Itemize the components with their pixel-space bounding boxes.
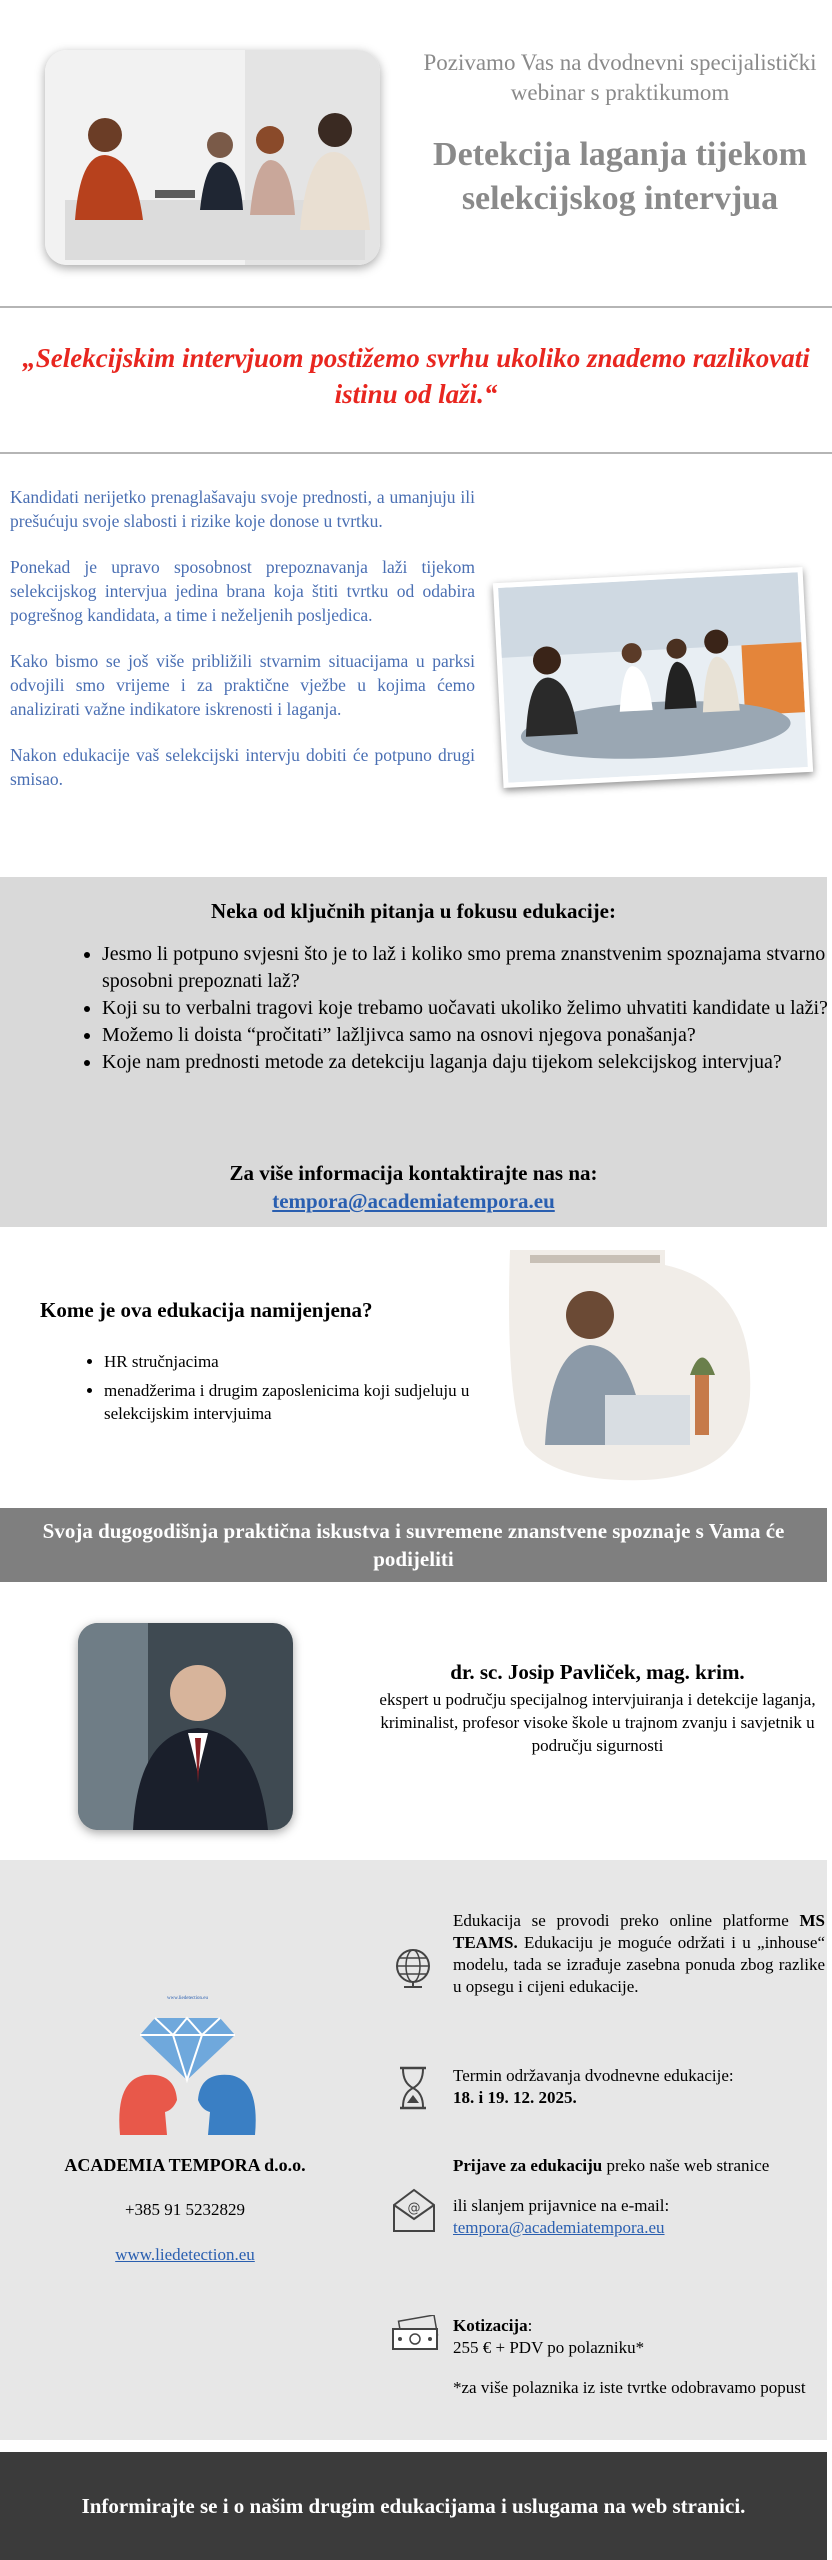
date-label: Termin održavanja dvodnevne edukacije:: [453, 2066, 734, 2085]
intro-photo: [493, 567, 813, 788]
platform-text-c: Edukaciju je moguće održati i u „inhouse“ modelu, tada se izrađuje zasebna ponuda zbog razlike u opsegu i cijeni edukacije.: [453, 1933, 826, 1996]
speaker-portrait-image: [78, 1623, 293, 1830]
man-at-laptop-image: [495, 1245, 765, 1485]
fee-label: Kotizacija: [453, 2316, 528, 2335]
question-list: [70, 941, 832, 1076]
intro-paragraph: Kandidati nerijetko prenaglašavaju svoje prednosti, a umanjuju ili prešućuju svoje slabosti i rizike koje donose u tvrtku.: [10, 487, 475, 531]
list-item: • Možemo li doista “pročitati” lažljivca samo na osnovi njegova ponašanja?: [102, 1022, 832, 1049]
info-section: [0, 1860, 827, 2440]
platform-name: MS TEAMS.: [453, 1911, 825, 1952]
invitation-text: Pozivamo Vas na dvodnevni specijalistički webinar s praktikumom: [423, 50, 817, 105]
intro-section: [10, 485, 475, 813]
meeting-photo-image: [45, 50, 380, 265]
footer-banner: Informirajte se i o našim drugim edukacijama i uslugama na web stranici.: [0, 2452, 827, 2560]
divider: [0, 452, 832, 454]
speaker-photo: [78, 1623, 293, 1830]
fee-block: Kotizacija: 255 € + PDV po polazniku* *za više polaznika iz iste tvrtke odobravamo popust: [453, 2315, 825, 2399]
company-website-link[interactable]: www.liedetection.eu: [115, 2245, 255, 2264]
audience-photo: [495, 1245, 765, 1485]
email-envelope-icon: [390, 2185, 438, 2240]
list-item: • Jesmo li potpuno svjesni što je to laž i koliko smo prema znanstvenim spoznajama stvarno sposobni prepoznati laž?: [102, 941, 832, 995]
page-title: Detekcija laganja tijekom selekcijskog intervjua: [433, 136, 807, 217]
list-item: • Koji su to verbalni tragovi koje trebamo uočavati ukoliko želimo uhvatiti kandidate u laži?: [102, 995, 832, 1022]
list-item: • Koje nam prednosti metode za detekciju laganja daju tijekom selekcijskog intervjua?: [102, 1049, 832, 1076]
fee-value: 255 € + PDV po polazniku*: [453, 2338, 645, 2357]
contact-block: [0, 1159, 827, 1215]
company-name: ACADEMIA TEMPORA d.o.o.: [64, 2155, 306, 2175]
date-block: [453, 2065, 825, 2109]
intro-paragraph: Ponekad je upravo sposobnost prepoznavanja laži tijekom selekcijskog intervjua jedina brana koja štiti tvrtku od odabira pogrešnog kandidata, a time i neželjenih posljedica.: [10, 557, 475, 625]
apply-email-link[interactable]: tempora@academiatempora.eu: [453, 2218, 665, 2237]
contact-email-link[interactable]: tempora@academiatempora.eu: [272, 1189, 555, 1213]
platform-text-a: Edukacija se provodi preko online platforme: [453, 1911, 789, 1930]
contact-label: Za više informacija kontaktirajte nas na:: [229, 1161, 598, 1185]
logo-text: www.liedetection.eu: [166, 1996, 209, 2001]
speaker-name: dr. sc. Josip Pavliček, mag. krim.: [450, 1660, 745, 1684]
globe-icon: [390, 1945, 436, 1996]
focus-heading: Neka od ključnih pitanja u fokusu edukacije:: [211, 899, 616, 923]
speaker-description: ekspert u području specijalnog intervjuiranja i detekcije laganja, kriminalist, profesor visoke škole u trajnom zvanju i savjetnik u području sigurnosti: [379, 1690, 816, 1755]
focus-section: [0, 877, 827, 1227]
company-logo: [115, 1996, 260, 2135]
company-website-block: [0, 2245, 370, 2265]
divider: [0, 306, 832, 308]
apply-email-label: ili slanjem prijavnice na e-mail:: [453, 2196, 670, 2215]
apply-label: Prijave za edukaciju: [453, 2156, 603, 2175]
platform-text: [453, 1910, 825, 1998]
application-block: [453, 2155, 825, 2239]
audience-list: [72, 1350, 494, 1431]
audience-heading: Kome je ova edukacija namijenjena?: [40, 1298, 373, 1322]
company-phone: +385 91 5232829: [124, 2200, 246, 2219]
academia-tempora-logo-icon: [115, 2000, 260, 2135]
header-photo: [45, 50, 380, 265]
apply-text: preko naše web stranice: [606, 2156, 770, 2175]
office-meeting-image: [498, 572, 808, 782]
list-item: • HR stručnjacima: [104, 1350, 494, 1373]
svg-text:@: @: [407, 2201, 421, 2216]
date-value: 18. i 19. 12. 2025.: [453, 2088, 577, 2107]
fee-note: *za više polaznika iz iste tvrtke odobravamo popust: [453, 2378, 806, 2397]
hourglass-icon: [395, 2065, 431, 2116]
quote-text: „Selekcijskim intervjuom postižemo svrhu ukoliko znademo razlikovati istinu od laži.“: [22, 343, 810, 409]
intro-paragraph: Nakon edukacije vaš selekcijski intervju dobiti će potpuno drugi smisao.: [10, 745, 475, 789]
list-item: • menadžerima i drugim zaposlenicima koji sudjeluju u selekcijskim intervjuima: [104, 1379, 494, 1425]
speaker-banner: Svoja dugogodišnja praktična iskustva i suvremene znanstvene spoznaje s Vama će podijeliti: [0, 1508, 827, 1582]
banknote-icon: [390, 2315, 440, 2358]
intro-paragraph: Kako bismo se još više približili stvarnim situacijama u parksi odvojili smo vrijeme i za praktične vježbe u kojima ćemo analizirati važne indikatore iskrenosti i laganja.: [10, 651, 475, 719]
